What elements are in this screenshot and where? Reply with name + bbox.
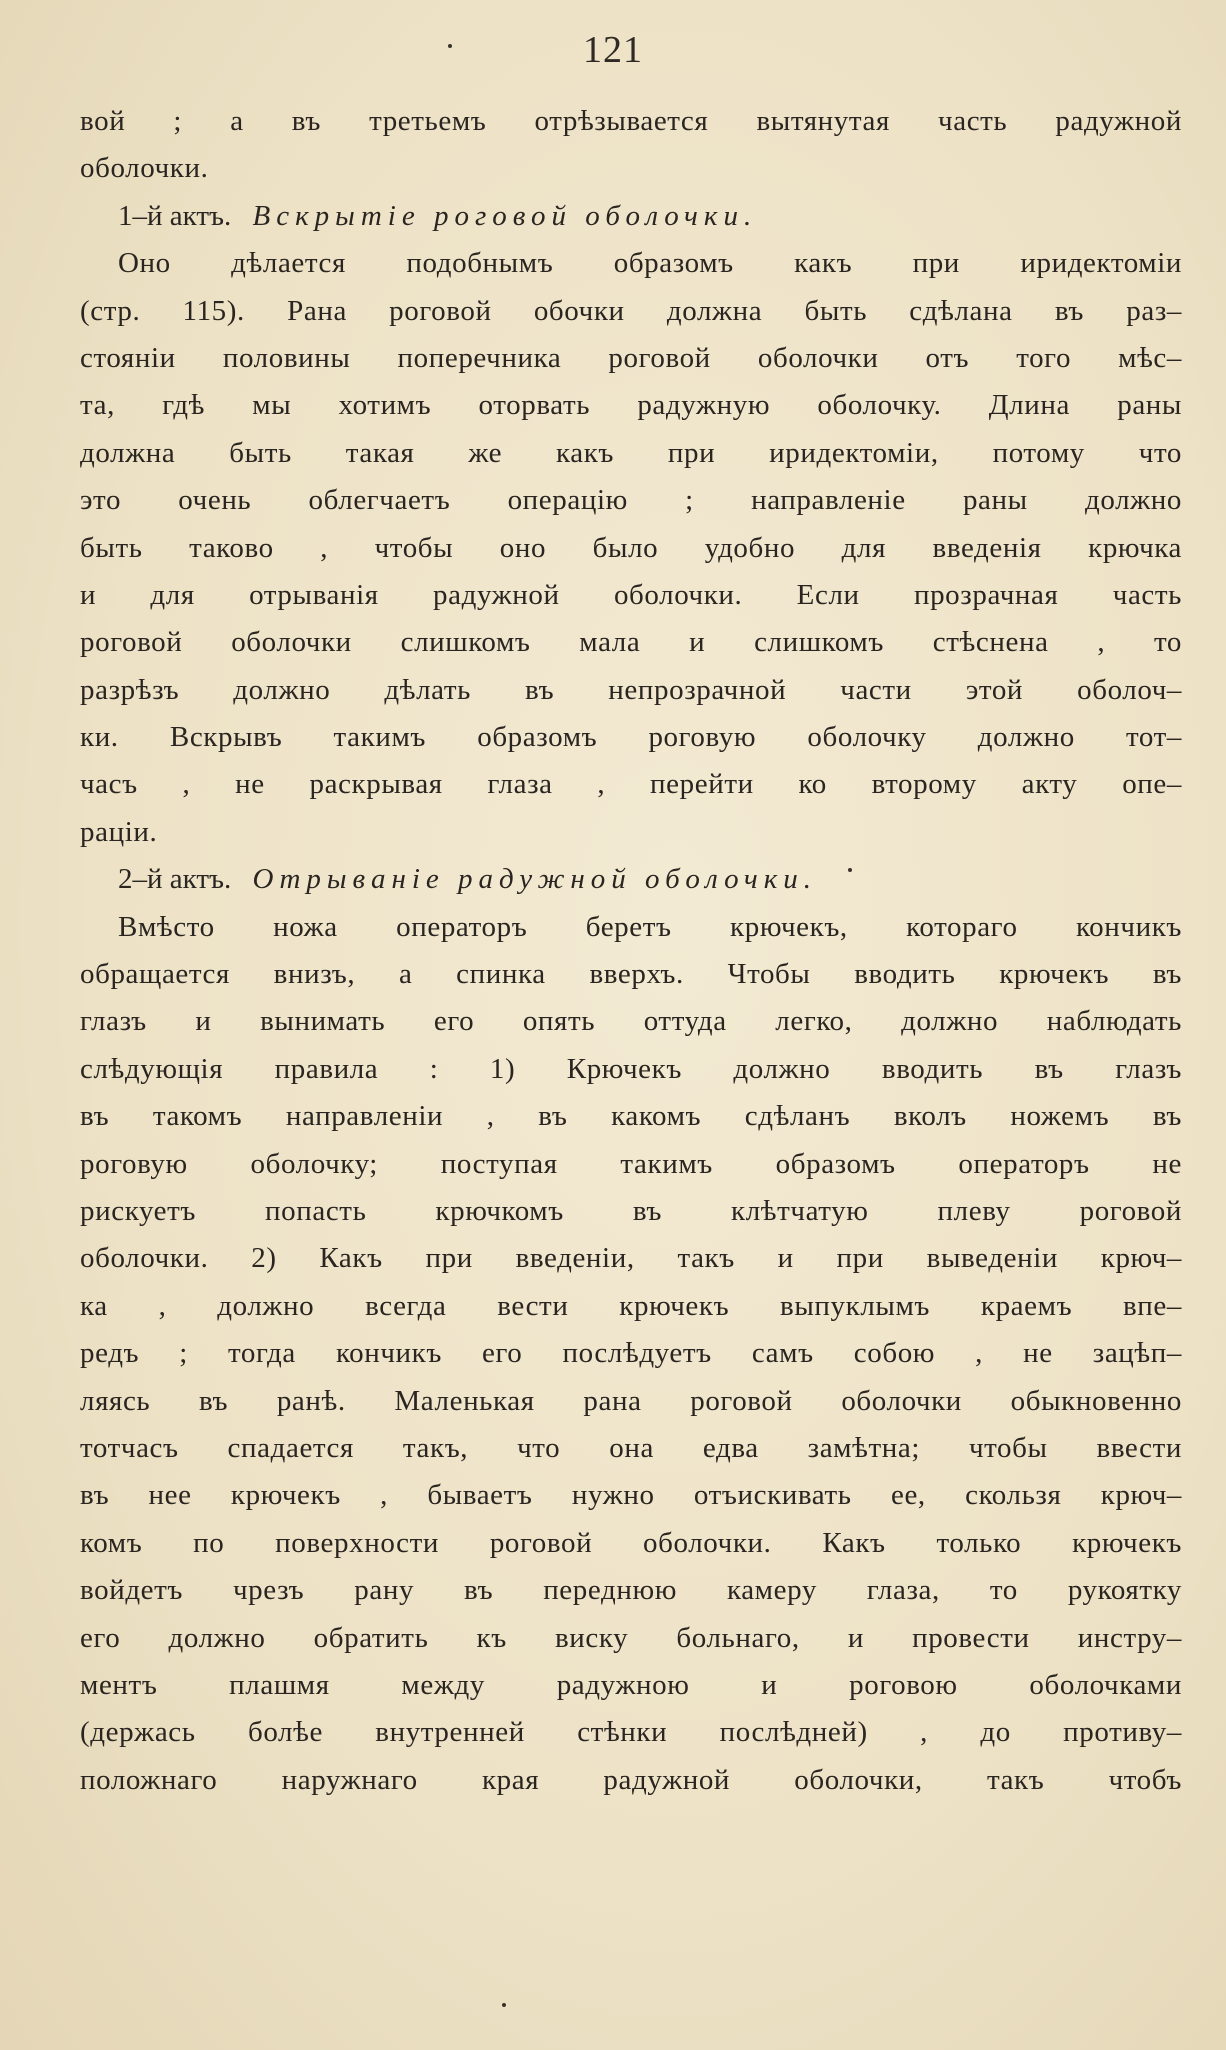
text-line: роговую оболочку; поступая такимъ образомъ операторъ не (80, 1147, 1182, 1180)
section-heading-act-1 (80, 193, 1182, 240)
act-label: 1–й актъ. (118, 199, 232, 232)
act-label: 2–й актъ. (118, 863, 232, 896)
ink-speck (848, 868, 852, 872)
text-line: ка , должно всегда вести крючекъ выпуклымъ краемъ впе– (80, 1289, 1182, 1322)
text-line: слѣдующія правила : 1) Крючекъ должно вводить въ глазъ (80, 1052, 1182, 1085)
text-line: оболочки. (80, 152, 209, 185)
act-title: Вскрытіе роговой оболочки. (252, 199, 758, 232)
text-line: роговой оболочки слишкомъ мала и слишкомъ стѣснена , то (80, 626, 1182, 659)
text-line: положнаго наружнаго края радужной оболочки, такъ чтобъ (80, 1763, 1182, 1796)
text-line: Вмѣсто ножа операторъ беретъ крючекъ, котораго кончикъ (118, 910, 1182, 943)
text-line: въ нее крючекъ , бываетъ нужно отъискивать ее, скользя крюч– (80, 1479, 1182, 1512)
text-line: должна быть такая же какъ при иридектоміи, потому что (80, 436, 1182, 469)
text-line: вой ; а въ третьемъ отрѣзывается вытянутая часть радужной (80, 105, 1182, 137)
text-line: часъ , не раскрывая глаза , перейти ко второму акту опе– (80, 768, 1182, 801)
section-heading-act-2 (80, 856, 1182, 903)
text-line: рискуетъ попасть крючкомъ въ клѣтчатую плеву роговой (80, 1194, 1182, 1227)
ink-speck (502, 2003, 506, 2007)
ink-speck (448, 44, 452, 48)
text-line: Оно дѣлается подобнымъ образомъ какъ при иридектоміи (118, 247, 1182, 280)
text-line: (стр. 115). Рана роговой обочки должна быть сдѣлана въ раз– (80, 294, 1182, 327)
act-title: Отрываніе радужной оболочки. (252, 863, 818, 896)
text-line: войдетъ чрезъ рану въ переднюю камеру глаза, то рукоятку (80, 1574, 1182, 1607)
text-line: (держась болѣе внутренней стѣнки послѣдней) , до противу– (80, 1716, 1182, 1749)
text-line: ментъ плашмя между радужною и роговою оболочками (80, 1668, 1182, 1701)
text-line: раціи. (80, 815, 158, 848)
text-line: оболочки. 2) Какъ при введеніи, такъ и при выведеніи крюч– (80, 1242, 1182, 1275)
text-line: это очень облегчаетъ операцію ; направленіе раны должно (80, 484, 1182, 517)
text-line: та, гдѣ мы хотимъ оторвать радужную оболочку. Длина раны (80, 389, 1182, 422)
text-line: его должно обратить къ виску больнаго, и провести инстру– (80, 1621, 1182, 1654)
text-line: редъ ; тогда кончикъ его послѣдуетъ самъ собою , не зацѣп– (80, 1337, 1182, 1370)
text-line: ляясь въ ранѣ. Маленькая рана роговой оболочки обыкновенно (80, 1384, 1182, 1417)
text-line: въ такомъ направленіи , въ какомъ сдѣланъ вколъ ножемъ въ (80, 1100, 1182, 1133)
text-line: ки. Вскрывъ такимъ образомъ роговую оболочку должно тот– (80, 721, 1182, 754)
text-line: и для отрыванія радужной оболочки. Если прозрачная часть (80, 578, 1182, 611)
text-line: комъ по поверхности роговой оболочки. Какъ только крючекъ (80, 1526, 1182, 1559)
text-line: разрѣзъ должно дѣлать въ непрозрачной части этой оболоч– (80, 673, 1182, 706)
text-line: тотчасъ спадается такъ, что она едва замѣтна; чтобы ввести (80, 1431, 1182, 1464)
text-line: быть таково , чтобы оно было удобно для введенія крючка (80, 531, 1182, 564)
body-text (80, 98, 1182, 1804)
text-line: глазъ и вынимать его опять оттуда легко, должно наблюдать (80, 1005, 1182, 1038)
page-number: 121 (583, 29, 643, 71)
text-line: стояніи половины поперечника роговой оболочки отъ того мѣс– (80, 341, 1182, 374)
text-line: обращается внизъ, а спинка вверхъ. Чтобы вводить крючекъ въ (80, 958, 1182, 991)
